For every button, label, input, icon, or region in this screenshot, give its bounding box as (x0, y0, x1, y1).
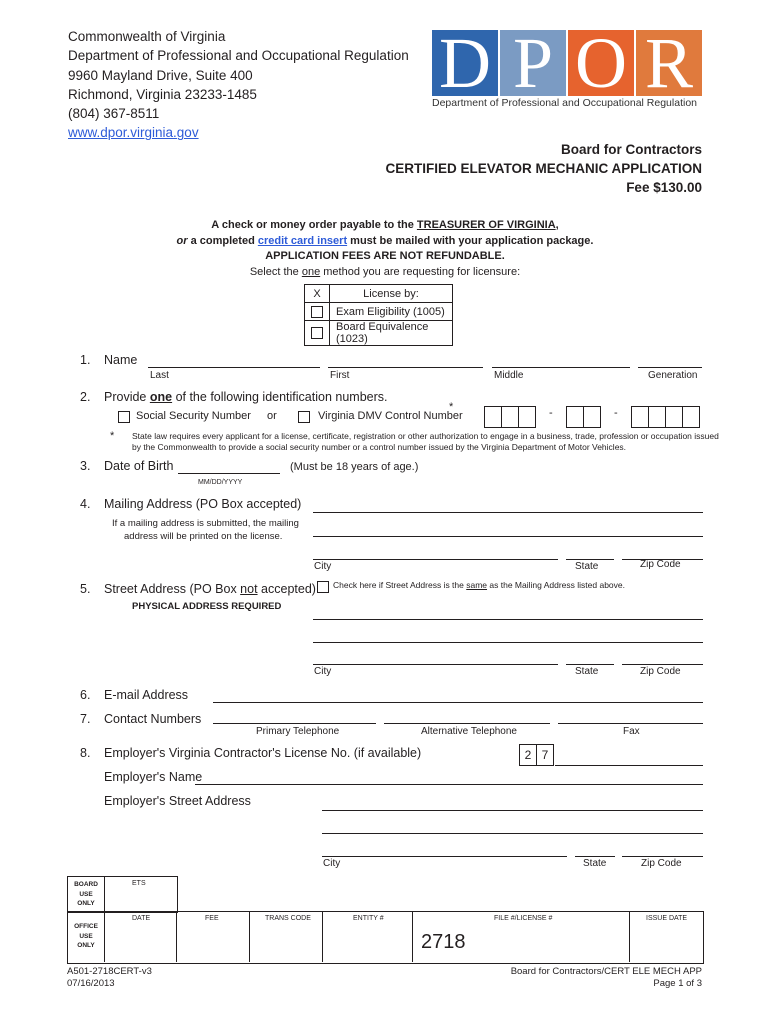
id-digit-box[interactable] (484, 406, 502, 428)
last-name-field[interactable] (148, 367, 320, 368)
email-label: E-mail Address (104, 688, 189, 702)
id-digit-box[interactable] (518, 406, 536, 428)
street-address-line-2[interactable] (313, 642, 703, 643)
divider (322, 911, 323, 962)
employer-city-field[interactable] (322, 856, 567, 857)
middle-name-field[interactable] (492, 367, 630, 368)
logo-letter: P (500, 30, 566, 96)
divider (249, 911, 250, 962)
same-address-text: as the Mailing Address listed above. (487, 580, 625, 590)
license-method-table (304, 284, 453, 346)
id-digit-box[interactable] (631, 406, 649, 428)
exam-eligibility-option: Exam Eligibility (1005) (330, 303, 453, 321)
q3-number: 3. (80, 459, 91, 473)
dmv-checkbox[interactable] (298, 411, 310, 423)
ssn-label: Social Security Number (136, 410, 251, 422)
license-by-header: License by: (330, 285, 453, 303)
last-caption: Last (150, 370, 169, 381)
city-caption: City (314, 561, 332, 572)
q8-number: 8. (80, 746, 91, 760)
office-use-box (67, 911, 704, 964)
select-text: one (301, 266, 321, 278)
select-text: Select the (249, 266, 302, 278)
id-digit-box[interactable] (566, 406, 584, 428)
form-id (67, 966, 152, 990)
q7-number: 7. (80, 712, 91, 726)
same-address-text: Check here if Street Address is the (333, 580, 467, 590)
mailing-city-field[interactable] (313, 559, 558, 560)
form-title (385, 140, 702, 197)
id-label-text: one (149, 390, 173, 404)
q5-number: 5. (80, 582, 91, 596)
same-address-text: same (466, 580, 488, 590)
fax-caption: Fax (623, 726, 640, 737)
same-address-checkbox[interactable] (317, 581, 329, 593)
dob-label: Date of Birth (104, 459, 174, 473)
license-prefix-box: 7 (536, 744, 554, 766)
employer-state-field[interactable] (575, 856, 615, 857)
payment-line-1 (0, 219, 770, 233)
footer-board-text: Board for Contractors/CERT ELE MECH APP (510, 966, 702, 977)
street-state-field[interactable] (566, 664, 614, 665)
website-link[interactable]: www.dpor.virginia.gov (68, 125, 199, 141)
q4-number: 4. (80, 497, 91, 511)
asterisk-icon: * (449, 401, 454, 413)
divider (629, 911, 630, 962)
alt-phone-caption: Alternative Telephone (421, 726, 517, 737)
employer-license-field[interactable] (555, 765, 703, 766)
zip-caption: Zip Code (640, 666, 681, 677)
id-digit-box[interactable] (583, 406, 601, 428)
employer-name-label: Employer's Name (104, 770, 203, 784)
divider (104, 876, 105, 911)
mailing-note: address will be printed on the license. (124, 531, 283, 542)
divider (412, 911, 413, 962)
board-name: Board for Contractors (560, 142, 702, 157)
or-label: or (267, 410, 277, 422)
zip-caption: Zip Code (641, 858, 682, 869)
q1-number: 1. (80, 353, 91, 367)
application-title: CERTIFIED ELEVATOR MECHANIC APPLICATION (385, 161, 702, 176)
divider (176, 911, 177, 962)
dash: - (614, 407, 618, 419)
issue-date-col: ISSUE DATE (646, 915, 688, 922)
payment-text: must be mailed with your application package. (347, 235, 594, 247)
employer-street-label: Employer's Street Address (104, 794, 251, 808)
or-text: or (176, 235, 188, 247)
first-caption: First (330, 370, 350, 381)
logo-letter: R (636, 30, 702, 96)
id-digit-box[interactable] (501, 406, 519, 428)
id-digit-box[interactable] (682, 406, 700, 428)
primary-phone-caption: Primary Telephone (256, 726, 340, 737)
x-header: X (305, 285, 330, 303)
select-method (0, 266, 770, 280)
trans-code-col: TRANS CODE (265, 915, 311, 922)
state-caption: State (575, 561, 599, 572)
fee: Fee $130.00 (626, 180, 702, 195)
credit-card-insert-link[interactable]: credit card insert (257, 235, 348, 247)
q6-number: 6. (80, 688, 91, 702)
office-use-label: OFFICE USE ONLY (74, 923, 98, 949)
mailing-note: If a mailing address is submitted, the mailing (112, 518, 299, 529)
id-label-text: of the following identification numbers. (172, 390, 388, 404)
ets-label: ETS (132, 880, 146, 887)
agency-address (68, 27, 409, 143)
treasurer-text: TREASURER OF VIRGINIA (416, 219, 556, 231)
q2-number: 2. (80, 390, 91, 404)
mailing-address-line-2[interactable] (313, 536, 703, 537)
board-equivalence-checkbox[interactable] (311, 327, 323, 339)
alt-phone-field[interactable] (384, 723, 550, 724)
agency-line: Department of Professional and Occupational Regulation (68, 48, 409, 64)
street-address-label (104, 582, 316, 596)
id-digit-box[interactable] (648, 406, 666, 428)
agency-line: 9960 Mayland Drive, Suite 400 (68, 67, 253, 83)
select-text: method you are requesting for licensure: (320, 266, 521, 278)
street-label-text: not (240, 582, 258, 596)
asterisk-icon: * (110, 430, 115, 442)
ssn-law-note: by the Commonwealth to provide a social security number or a control number issued by the Virginia Department of Motor Vehicles. (132, 442, 627, 452)
logo-caption: Department of Professional and Occupational Regulation (432, 97, 697, 109)
ssn-law-note: State law requires every applicant for a license, certificate, registration or other authorization to engage in a business, trade, profession or occupation issued (132, 431, 719, 441)
dob-format: MM/DD/YYYY (198, 479, 243, 486)
mailing-state-field[interactable] (566, 559, 614, 560)
exam-eligibility-checkbox[interactable] (311, 306, 323, 318)
footer-right (511, 966, 702, 990)
agency-phone: (804) 367-8511 (68, 106, 160, 122)
id-label-text: Provide (104, 390, 150, 404)
contact-numbers-label: Contact Numbers (104, 712, 202, 726)
mailing-address-line-1[interactable] (313, 512, 703, 513)
employer-street-line-2[interactable] (322, 833, 703, 834)
city-caption: City (314, 666, 332, 677)
no-refund-notice: APPLICATION FEES ARE NOT REFUNDABLE. (265, 250, 505, 262)
mailing-address-label: Mailing Address (PO Box accepted) (104, 497, 302, 511)
logo-letter: O (568, 30, 634, 96)
form-date: 07/16/2013 (67, 978, 115, 989)
city-caption: City (323, 858, 341, 869)
id-label (104, 390, 388, 404)
payment-line-2 (0, 235, 770, 249)
board-equivalence-option: Board Equivalence (1023) (330, 321, 453, 346)
primary-phone-field[interactable] (213, 723, 376, 724)
date-col: DATE (132, 915, 151, 922)
state-caption: State (575, 666, 599, 677)
street-address-line-1[interactable] (313, 619, 703, 620)
age-hint: (Must be 18 years of age.) (290, 461, 419, 473)
employer-name-field[interactable] (195, 784, 703, 785)
street-zip-field[interactable] (622, 664, 703, 665)
divider (104, 911, 105, 962)
id-digit-box[interactable] (665, 406, 683, 428)
agency-line: Commonwealth of Virginia (68, 29, 226, 44)
dpor-logo (430, 23, 704, 114)
board-use-label: BOARD USE ONLY (74, 881, 98, 907)
zip-caption: Zip Code (640, 559, 681, 570)
license-prefix-box: 2 (519, 744, 537, 766)
street-label-text: Street Address (PO Box (104, 582, 241, 596)
street-city-field[interactable] (313, 664, 558, 665)
fee-col: FEE (205, 915, 219, 922)
physical-address-required: PHYSICAL ADDRESS REQUIRED (132, 601, 282, 612)
middle-caption: Middle (494, 370, 524, 381)
employer-street-line-1[interactable] (322, 810, 703, 811)
page-number: Page 1 of 3 (653, 978, 702, 989)
fax-field[interactable] (558, 723, 703, 724)
board-code: 2718 (421, 931, 466, 953)
ssn-checkbox[interactable] (118, 411, 130, 423)
agency-line: Richmond, Virginia 23233-1485 (68, 86, 257, 102)
email-field[interactable] (213, 702, 703, 703)
employer-zip-field[interactable] (622, 856, 703, 857)
name-label: Name (104, 353, 138, 367)
same-address-label (333, 580, 625, 590)
dmv-label: Virginia DMV Control Number (318, 410, 463, 422)
payment-text: A check or money order payable to the (211, 219, 417, 231)
generation-caption: Generation (648, 370, 698, 381)
first-name-field[interactable] (328, 367, 483, 368)
employer-license-label: Employer's Virginia Contractor's License No. (if available) (104, 746, 422, 760)
form-id-text: A501-2718CERT-v3 (67, 966, 152, 977)
dash: - (549, 407, 553, 419)
entity-col: ENTITY # (353, 915, 384, 922)
file-license-col: FILE #/LICENSE # (494, 915, 553, 922)
logo-letter: D (432, 30, 498, 96)
payment-text: a completed (187, 235, 258, 247)
state-caption: State (583, 858, 607, 869)
dob-field[interactable] (178, 473, 280, 474)
generation-field[interactable] (638, 367, 702, 368)
payment-text: , (555, 219, 559, 231)
street-label-text: accepted) (257, 582, 316, 596)
